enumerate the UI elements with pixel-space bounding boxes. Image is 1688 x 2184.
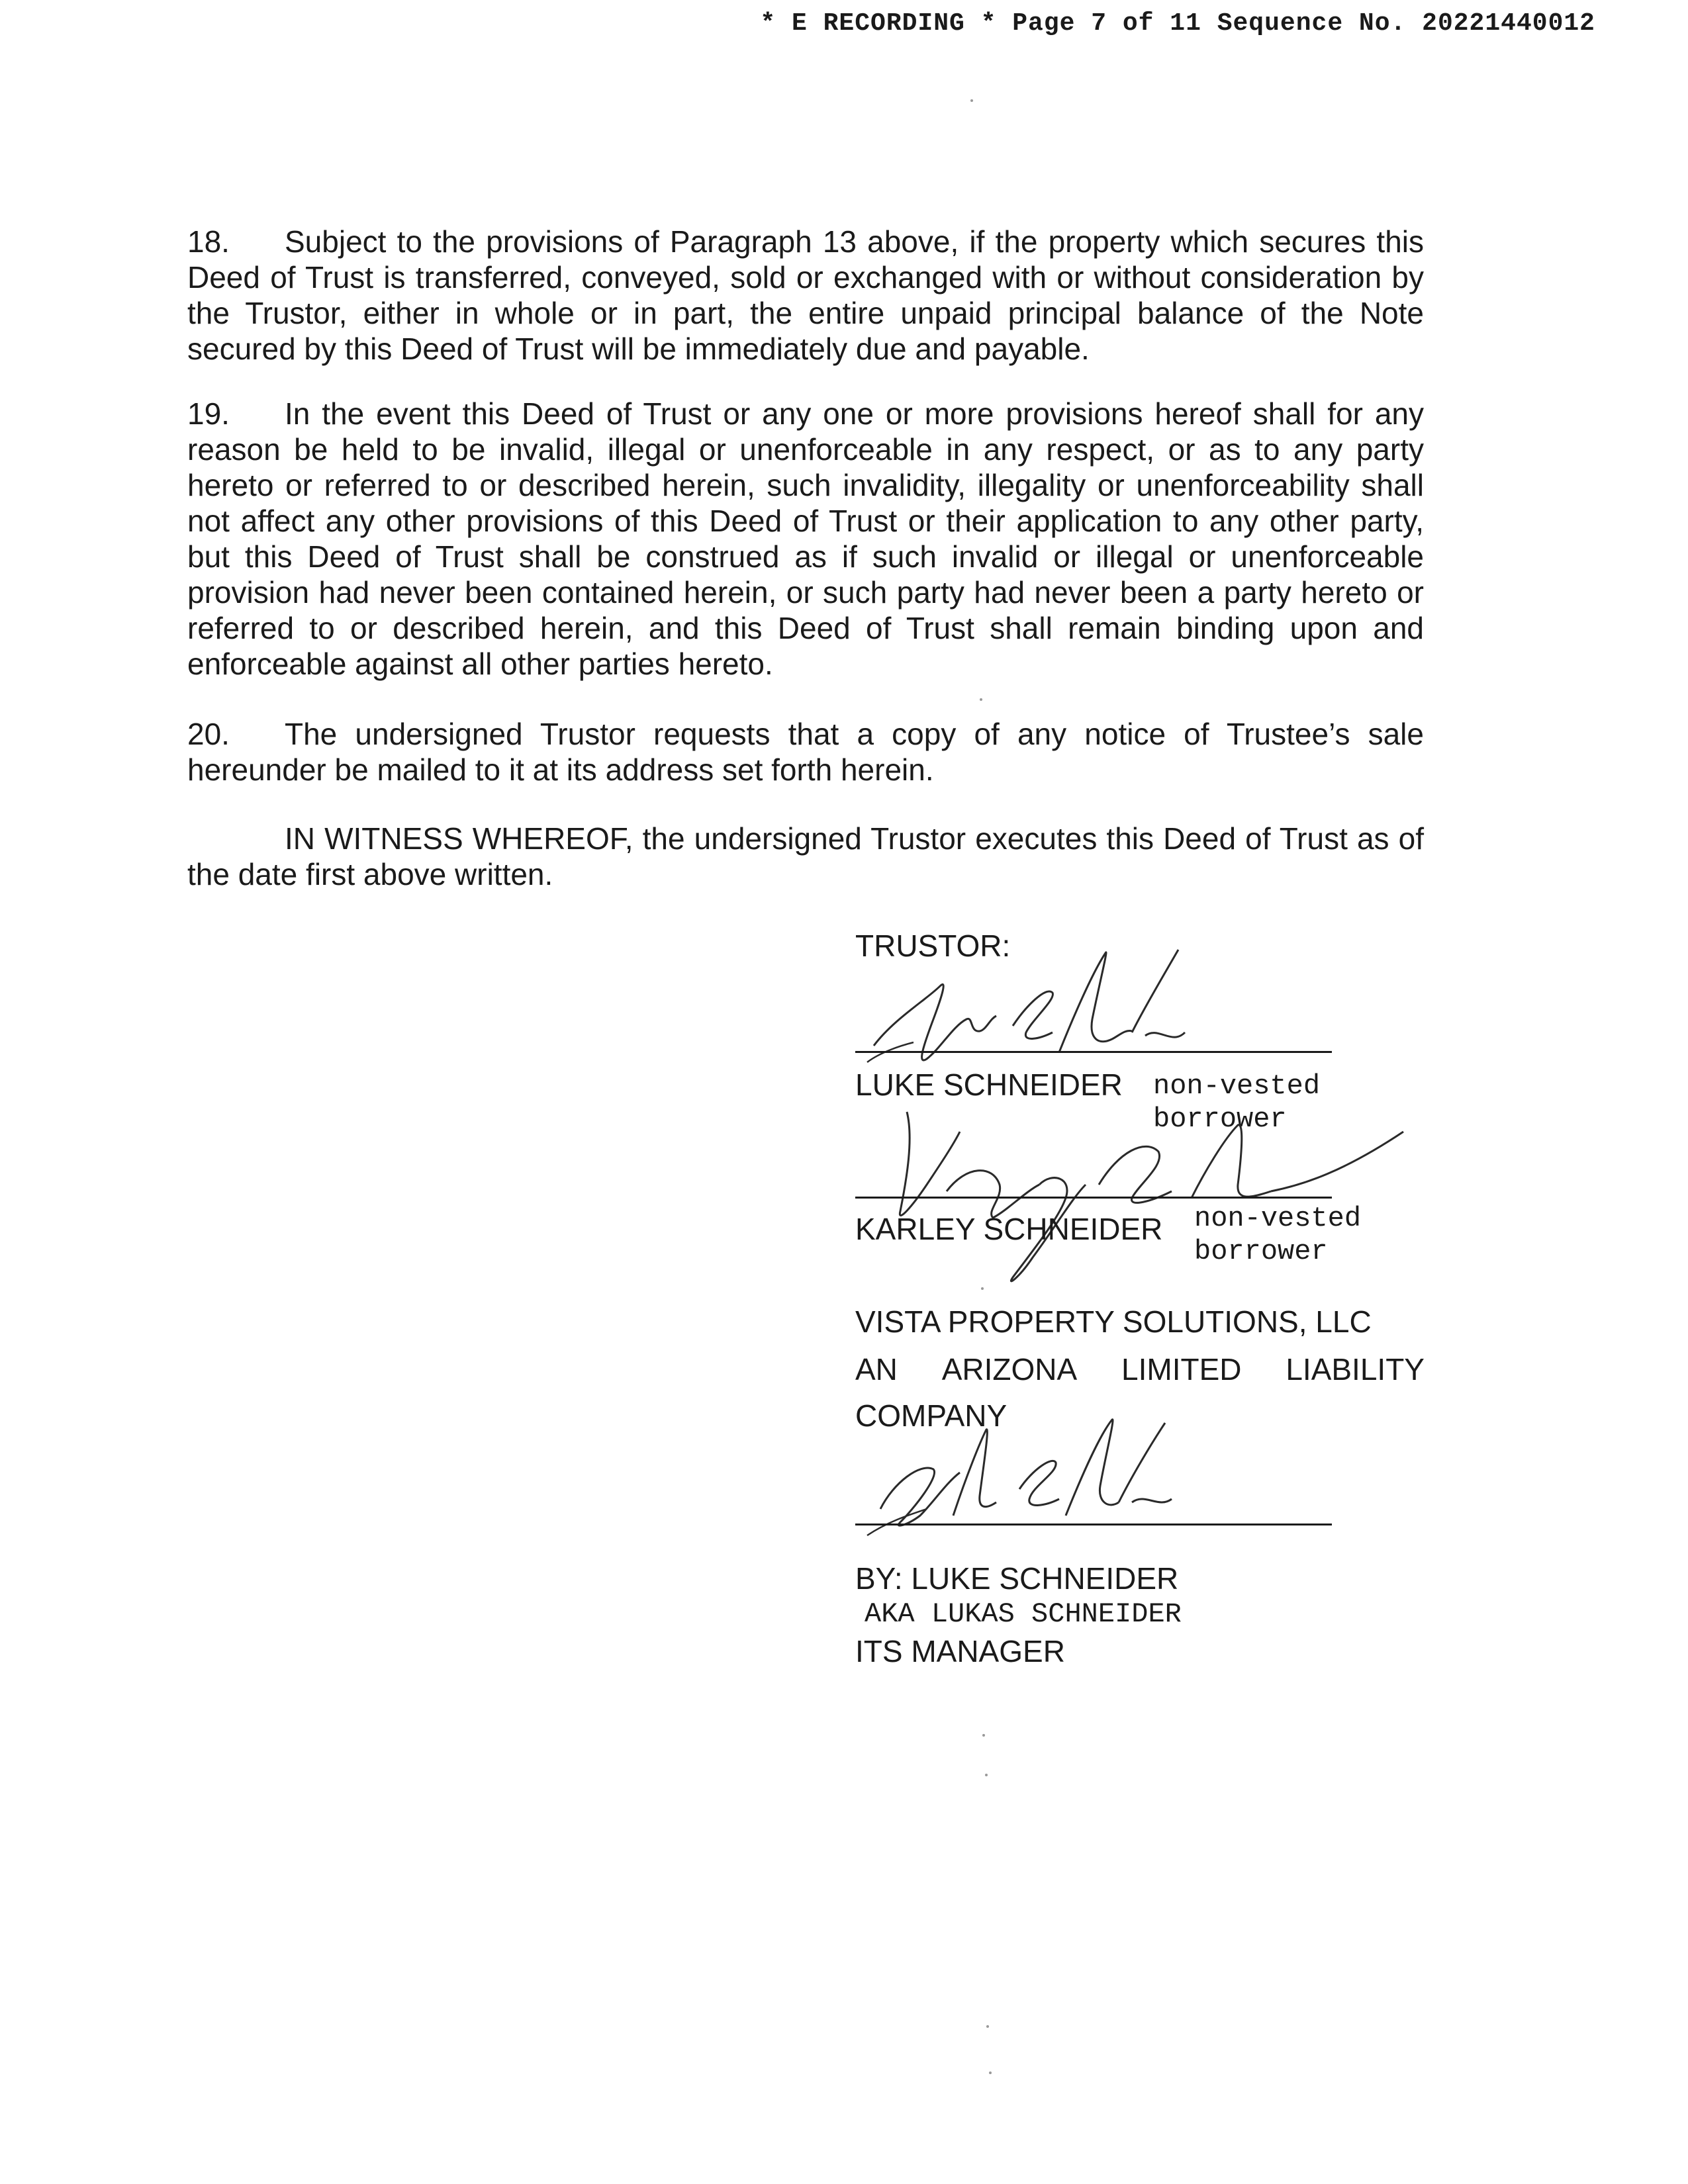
paragraph-text: Subject to the provisions of Paragraph 13 above, if the property which secures this Deed of Trust is transferred, conveyed, sold or exchanged with or without consideration by the Trustor, either in whole or in part, the entire unpaid principal balance of the Note secured by this Deed of Trust will be immediately due and payable. <box>187 224 1424 366</box>
scan-speck <box>982 1734 985 1737</box>
company-word: ARIZONA <box>941 1352 1078 1387</box>
signature-luke-schneider <box>854 946 1198 1079</box>
scan-speck <box>980 698 982 701</box>
witness-clause: IN WITNESS WHEREOF, the undersigned Trustor executes this Deed of Trust as of the date first above written. <box>187 821 1424 891</box>
company-word: LIMITED <box>1121 1352 1242 1387</box>
paragraph-19 <box>187 396 1424 682</box>
title-line: ITS MANAGER <box>855 1634 1065 1668</box>
paragraph-20 <box>187 716 1424 788</box>
company-type-line-2: COMPANY <box>855 1398 1008 1433</box>
paragraph-text: In the event this Deed of Trust or any one or more provisions hereof shall for any reason be held to be invalid, illegal or unenforceable in any respect, or as to any party hereto or referred to or described herein, such invalidity, illegality or unenforceability shall not affect any other provisions of this Deed of Trust or their application to any other party, but this Deed of Trust shall be construed as if such invalid or illegal or unenforceable provision had never been contained herein, or such party had never been a party hereto or referred to or described herein, and this Deed of Trust shall remain binding upon and enforceable against all other parties hereto. <box>187 396 1424 681</box>
paragraph-18 <box>187 224 1424 367</box>
scan-speck <box>985 1774 988 1776</box>
signer-1-role-line2: borrower <box>1153 1103 1287 1135</box>
signature-line-3 <box>855 1524 1332 1525</box>
signer-1-name: LUKE SCHNEIDER <box>855 1068 1123 1102</box>
recording-header: * E RECORDING * Page 7 of 11 Sequence No. 20221440012 <box>760 9 1595 38</box>
scan-speck <box>970 99 973 102</box>
scan-speck <box>986 2025 989 2028</box>
by-line: BY: LUKE SCHNEIDER <box>855 1561 1179 1596</box>
company-name: VISTA PROPERTY SOLUTIONS, LLC <box>855 1304 1372 1339</box>
company-type-line <box>855 1351 1425 1387</box>
paragraph-number: 18. <box>187 224 230 259</box>
signer-2-role-line1: non-vested <box>1194 1203 1362 1234</box>
company-word: AN <box>855 1352 898 1387</box>
signer-1-role-line1: non-vested <box>1153 1070 1321 1102</box>
signature-karley-schneider <box>880 1085 1423 1304</box>
signer-2-name: KARLEY SCHNEIDER <box>855 1212 1163 1246</box>
paragraph-number: 19. <box>187 396 230 431</box>
company-word: LIABILITY <box>1286 1352 1425 1387</box>
trustor-label: TRUSTOR: <box>855 929 1011 963</box>
scan-speck <box>981 1287 984 1290</box>
aka-line: AKA LUKAS SCHNEIDER <box>865 1598 1182 1630</box>
signer-2-role-line2: borrower <box>1194 1236 1328 1267</box>
signature-company-manager <box>854 1410 1198 1542</box>
scan-speck <box>989 2071 992 2074</box>
signature-line-2 <box>855 1197 1332 1199</box>
signature-line-1 <box>855 1051 1332 1053</box>
paragraph-text: The undersigned Trustor requests that a copy of any notice of Trustee’s sale hereunder be mailed to it at its address set forth herein. <box>187 717 1424 787</box>
paragraph-number: 20. <box>187 717 230 751</box>
